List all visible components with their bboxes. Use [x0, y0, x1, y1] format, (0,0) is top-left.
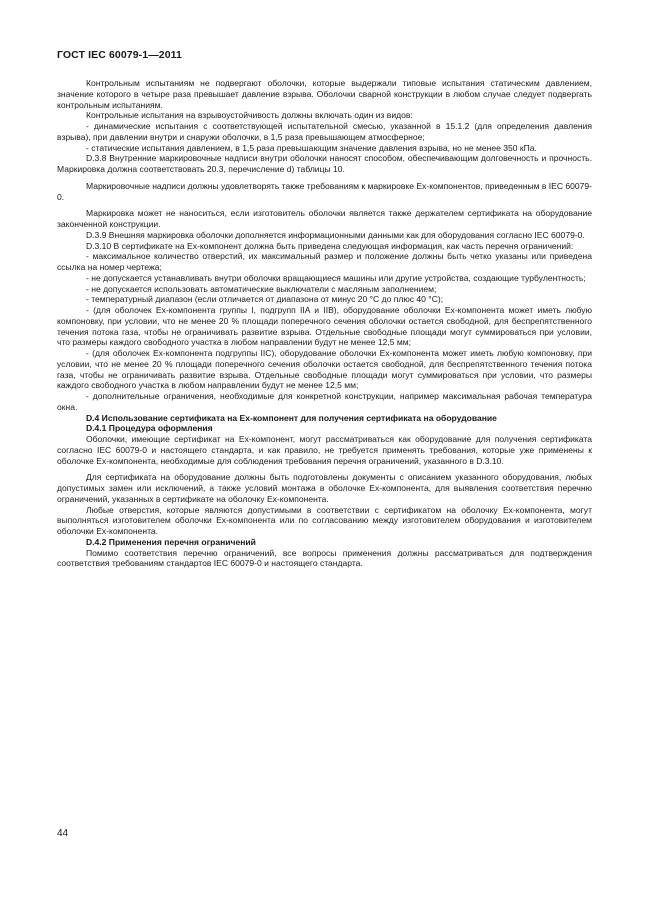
paragraph: - температурный диапазон (если отличается от диапазона от минус 20 °С до плюс 40 °С); [86, 294, 444, 305]
paragraph: Маркировочные надписи должны удовлетворять также требованиям к маркировке Ex-компонентов, приведенным в IEC 60079-0. [57, 180, 592, 202]
section-heading: D.4.1 Процедура оформления [86, 423, 213, 434]
paragraph: - (для оболочек Ex-компонента группы I, подгрупп IIA и IIB), оборудование оболочки Ex-компонента может иметь любую компоновку, при условии, что не менее 20 % площади поперечного сечения оболочки остается свободной, для беспрепятственного течения потока газа, чтобы не ограничивать развитие взрыва. Отдельные свободные площади могут суммироваться при условии, что размеры каждого свободного участка в любом направлении будут не менее 12,5 мм; [57, 305, 592, 348]
paragraph: Контрольным испытаниям не подвергают оболочки, которые выдержали типовые испытания статическим давлением, значение которого в четыре раза превышает давление взрыва. Оболочки сварной конструкции в любом случае следует подвергать контрольным испытаниям. [57, 78, 592, 110]
paragraph: Любые отверстия, которые являются допустимыми в соответствии с сертификатом на оболочку Ex-компонента, могут выполняться изготовителем оболочки Ex-компонента или по согласованию между изготовителем оборудования и изготовителем оболочки Ex-компонента. [57, 504, 592, 536]
paragraph: - статические испытания давлением, в 1,5 раза превышающим значение давления взрыва, но не менее 350 кПа. [86, 142, 537, 153]
paragraph: - динамические испытания с соответствующей испытательной смесью, указанной в 15.1.2 (для определения давления взрыва), при давлении внутри и снаружи оболочки, в 1,5 раза превышающем атмосферное; [57, 121, 592, 142]
document-header: ГОСТ IEC 60079-1—2011 [57, 49, 182, 61]
section-heading: D.4.2 Применения перечня ограничений [86, 536, 256, 547]
paragraph: - максимальное количество отверстий, их максимальный размер и положение должны быть четко указаны или приведена ссылка на номер чертежа; [57, 251, 592, 272]
paragraph: Помимо соответствия перечню ограничений, все вопросы применения должны рассматриваться для подтверждения соответствия требованиям стандартов IEC 60079-0 и настоящего стандарта. [57, 547, 592, 569]
paragraph: - дополнительные ограничения, необходимые для конкретной конструкции, например максимальная рабочая температура окна. [57, 391, 592, 412]
paragraph: D.3.8 Внутренние маркировочные надписи внутри оболочки наносят способом, обеспечивающим долговечность и прочность. Маркировка должна соответствовать 20.3, перечисление d) таблицы 10. [57, 153, 592, 174]
document-body [57, 78, 592, 569]
paragraph: Маркировка может не наноситься, если изготовитель оболочки является также держателем сертификата на оборудование законченной конструкции. [57, 208, 592, 229]
paragraph: Для сертификата на оборудование должны быть подготовлены документы с описанием указанного оборудования, любых допустимых замен или исключений, а также условий монтажа в оболочке Ex-компонента, для выявления соответствия перечню ограничений, указанных в сертификате на оболочку Ex-компонента. [57, 472, 592, 504]
page-number: 44 [57, 828, 69, 839]
paragraph: Контрольные испытания на взрывоустойчивость должны включать один из видов: [86, 110, 413, 121]
paragraph: D.3.10 В сертификате на Ex-компонент должна быть приведена следующая информация, как часть перечня ограничений: [86, 240, 574, 251]
paragraph: - не допускается использовать автоматические выключатели с масляным заполнением; [86, 283, 437, 294]
paragraph: - не допускается устанавливать внутри оболочки вращающиеся машины или другие устройства, создающие турбулентность; [86, 272, 586, 283]
paragraph: Оболочки, имеющие сертификат на Ex-компонент, могут рассматриваться как оборудование для получения сертификата согласно IEC 60079-0 и настоящего стандарта, и как правило, не требуется применять требования, которые уже применены к оболочке Ex-компонента, необходимые для соблюдения требования перечня ограничений, указанного в D.3.10. [57, 434, 592, 466]
paragraph: - (для оболочек Ex-компонента подгруппы IIC), оборудование оболочки Ex-компонента может иметь любую компоновку, при условии, что не менее 20 % площади поперечного сечения оболочки остается свободной, для беспрепятственного течения потока газа, чтобы не ограничивать развитие взрыва. Отдельные свободные площади могут суммироваться при условии, что размеры каждого свободного участка в любом направлении будут не менее 12,5 мм; [57, 348, 592, 391]
paragraph: D.3.9 Внешняя маркировка оболочки дополняется информационными данными как для оборудования согласно IEC 60079-0. [86, 229, 585, 240]
section-heading: D.4 Использование сертификата на Ex-компонент для получения сертификата на оборудование [86, 412, 497, 423]
